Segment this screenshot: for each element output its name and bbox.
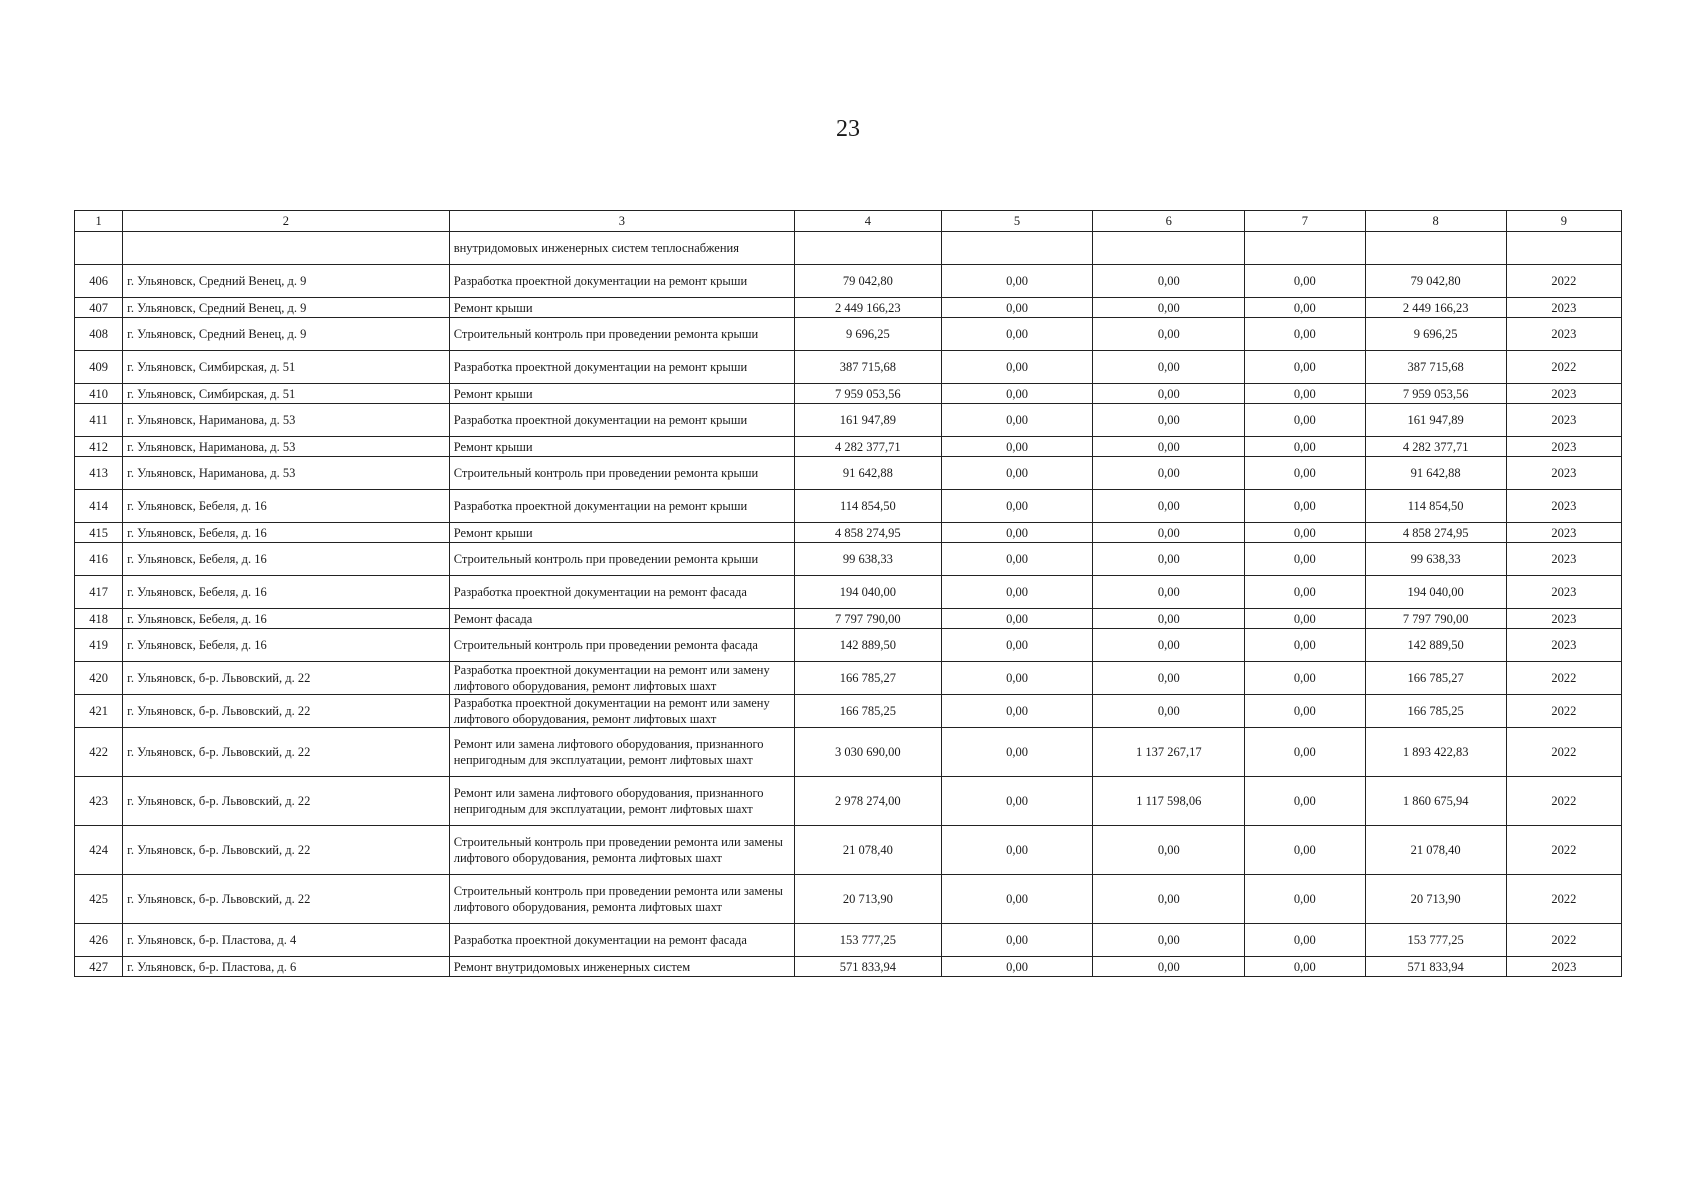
column-8-cell: 166 785,25 xyxy=(1365,695,1506,728)
year-cell: 2023 xyxy=(1506,609,1621,629)
column-5-cell: 0,00 xyxy=(941,728,1093,777)
column-5-cell: 0,00 xyxy=(941,543,1093,576)
column-5-cell: 0,00 xyxy=(941,490,1093,523)
column-5-cell: 0,00 xyxy=(941,826,1093,875)
column-8-cell: 21 078,40 xyxy=(1365,826,1506,875)
address-cell: г. Ульяновск, б-р. Львовский, д. 22 xyxy=(123,826,450,875)
column-5-cell: 0,00 xyxy=(941,609,1093,629)
column-8-cell: 99 638,33 xyxy=(1365,543,1506,576)
work-type-cell: Разработка проектной документации на ремонт крыши xyxy=(449,490,794,523)
year-cell: 2022 xyxy=(1506,662,1621,695)
address-cell: г. Ульяновск, б-р. Львовский, д. 22 xyxy=(123,728,450,777)
year-cell: 2023 xyxy=(1506,318,1621,351)
address-cell: г. Ульяновск, Средний Венец, д. 9 xyxy=(123,265,450,298)
table-row xyxy=(75,728,1622,777)
column-6-cell: 0,00 xyxy=(1093,490,1245,523)
column-header: 3 xyxy=(449,211,794,232)
column-5-cell: 0,00 xyxy=(941,875,1093,924)
column-header: 2 xyxy=(123,211,450,232)
column-8-cell: 4 858 274,95 xyxy=(1365,523,1506,543)
row-number: 409 xyxy=(75,351,123,384)
address-cell: г. Ульяновск, Бебеля, д. 16 xyxy=(123,576,450,609)
table-row xyxy=(75,957,1622,977)
year-cell: 2023 xyxy=(1506,523,1621,543)
year-cell: 2022 xyxy=(1506,924,1621,957)
address-cell: г. Ульяновск, б-р. Львовский, д. 22 xyxy=(123,777,450,826)
work-type-cell: Строительный контроль при проведении ремонта или замены лифтового оборудования, ремонта лифтовых шахт xyxy=(449,826,794,875)
work-type-cell: Ремонт крыши xyxy=(449,384,794,404)
total-cost-cell: 4 858 274,95 xyxy=(795,523,942,543)
column-header: 5 xyxy=(941,211,1093,232)
column-6-cell: 0,00 xyxy=(1093,875,1245,924)
table-row xyxy=(75,609,1622,629)
column-5-cell: 0,00 xyxy=(941,384,1093,404)
column-7-cell: 0,00 xyxy=(1245,576,1365,609)
column-8-cell: 153 777,25 xyxy=(1365,924,1506,957)
year-cell: 2023 xyxy=(1506,576,1621,609)
column-5-cell: 0,00 xyxy=(941,318,1093,351)
address-cell: г. Ульяновск, Средний Венец, д. 9 xyxy=(123,298,450,318)
year-cell: 2023 xyxy=(1506,543,1621,576)
row-number: 422 xyxy=(75,728,123,777)
work-type-cell: Ремонт крыши xyxy=(449,523,794,543)
table-row xyxy=(75,777,1622,826)
year-cell: 2022 xyxy=(1506,826,1621,875)
column-7-cell: 0,00 xyxy=(1245,957,1365,977)
table-row xyxy=(75,826,1622,875)
row-number: 416 xyxy=(75,543,123,576)
total-cost-cell: 9 696,25 xyxy=(795,318,942,351)
work-type-cell: Ремонт крыши xyxy=(449,437,794,457)
column-8-cell: 4 282 377,71 xyxy=(1365,437,1506,457)
column-7-cell: 0,00 xyxy=(1245,777,1365,826)
column-header: 4 xyxy=(795,211,942,232)
continuation-row xyxy=(75,232,1622,265)
work-type-cell: Ремонт или замена лифтового оборудования, признанного непригодным для эксплуатации, ремонт лифтовых шахт xyxy=(449,777,794,826)
work-type-cell: Строительный контроль при проведении ремонта или замены лифтового оборудования, ремонта лифтовых шахт xyxy=(449,875,794,924)
row-number: 418 xyxy=(75,609,123,629)
work-type-cell: Ремонт крыши xyxy=(449,298,794,318)
column-6-cell: 0,00 xyxy=(1093,298,1245,318)
column-7-cell: 0,00 xyxy=(1245,457,1365,490)
column-7-cell: 0,00 xyxy=(1245,523,1365,543)
row-number: 411 xyxy=(75,404,123,437)
address-cell: г. Ульяновск, б-р. Львовский, д. 22 xyxy=(123,875,450,924)
total-cost-cell: 166 785,27 xyxy=(795,662,942,695)
column-5-cell: 0,00 xyxy=(941,777,1093,826)
column-8-cell: 142 889,50 xyxy=(1365,629,1506,662)
column-8-cell: 1 893 422,83 xyxy=(1365,728,1506,777)
table-row xyxy=(75,490,1622,523)
column-7-cell: 0,00 xyxy=(1245,629,1365,662)
column-8-cell: 1 860 675,94 xyxy=(1365,777,1506,826)
column-5-cell: 0,00 xyxy=(941,957,1093,977)
column-header: 1 xyxy=(75,211,123,232)
column-7-cell: 0,00 xyxy=(1245,543,1365,576)
year-cell: 2023 xyxy=(1506,957,1621,977)
column-6-cell: 0,00 xyxy=(1093,318,1245,351)
column-6-cell: 0,00 xyxy=(1093,437,1245,457)
column-5-cell: 0,00 xyxy=(941,404,1093,437)
table-row xyxy=(75,298,1622,318)
row-number: 427 xyxy=(75,957,123,977)
column-header: 6 xyxy=(1093,211,1245,232)
row-number: 413 xyxy=(75,457,123,490)
column-7-cell: 0,00 xyxy=(1245,437,1365,457)
total-cost-cell: 153 777,25 xyxy=(795,924,942,957)
column-6-cell: 0,00 xyxy=(1093,543,1245,576)
column-5-cell: 0,00 xyxy=(941,924,1093,957)
table-row xyxy=(75,924,1622,957)
column-7-cell: 0,00 xyxy=(1245,404,1365,437)
column-5-cell: 0,00 xyxy=(941,662,1093,695)
total-cost-cell: 7 797 790,00 xyxy=(795,609,942,629)
total-cost-cell: 161 947,89 xyxy=(795,404,942,437)
year-cell: 2022 xyxy=(1506,728,1621,777)
column-6-cell: 0,00 xyxy=(1093,826,1245,875)
column-7-cell: 0,00 xyxy=(1245,875,1365,924)
table-row xyxy=(75,318,1622,351)
work-type-cell: Строительный контроль при проведении ремонта крыши xyxy=(449,457,794,490)
year-cell: 2022 xyxy=(1506,265,1621,298)
column-5-cell: 0,00 xyxy=(941,695,1093,728)
column-5-cell: 0,00 xyxy=(941,629,1093,662)
column-6-cell: 0,00 xyxy=(1093,404,1245,437)
table-row xyxy=(75,404,1622,437)
work-type-cell: Строительный контроль при проведении ремонта крыши xyxy=(449,543,794,576)
column-header: 8 xyxy=(1365,211,1506,232)
address-cell: г. Ульяновск, Бебеля, д. 16 xyxy=(123,629,450,662)
column-8-cell: 387 715,68 xyxy=(1365,351,1506,384)
year-cell: 2023 xyxy=(1506,437,1621,457)
address-cell: г. Ульяновск, Бебеля, д. 16 xyxy=(123,609,450,629)
column-6-cell: 0,00 xyxy=(1093,629,1245,662)
row-number: 408 xyxy=(75,318,123,351)
table-row xyxy=(75,576,1622,609)
work-type-cell: Разработка проектной документации на ремонт крыши xyxy=(449,351,794,384)
total-cost-cell: 4 282 377,71 xyxy=(795,437,942,457)
total-cost-cell: 142 889,50 xyxy=(795,629,942,662)
row-number: 410 xyxy=(75,384,123,404)
column-5-cell: 0,00 xyxy=(941,457,1093,490)
year-cell: 2022 xyxy=(1506,875,1621,924)
column-6-cell: 0,00 xyxy=(1093,384,1245,404)
year-cell: 2023 xyxy=(1506,490,1621,523)
row-number: 423 xyxy=(75,777,123,826)
column-5-cell: 0,00 xyxy=(941,351,1093,384)
year-cell: 2023 xyxy=(1506,384,1621,404)
column-6-cell: 1 117 598,06 xyxy=(1093,777,1245,826)
row-number: 426 xyxy=(75,924,123,957)
work-type-cell: Разработка проектной документации на ремонт крыши xyxy=(449,404,794,437)
column-5-cell: 0,00 xyxy=(941,523,1093,543)
column-number-row xyxy=(75,211,1622,232)
year-cell: 2022 xyxy=(1506,351,1621,384)
year-cell: 2022 xyxy=(1506,777,1621,826)
column-6-cell: 0,00 xyxy=(1093,523,1245,543)
work-type-cell: Разработка проектной документации на ремонт крыши xyxy=(449,265,794,298)
year-cell: 2023 xyxy=(1506,298,1621,318)
column-5-cell: 0,00 xyxy=(941,437,1093,457)
column-7-cell: 0,00 xyxy=(1245,384,1365,404)
row-number: 424 xyxy=(75,826,123,875)
total-cost-cell: 3 030 690,00 xyxy=(795,728,942,777)
column-6-cell: 0,00 xyxy=(1093,924,1245,957)
address-cell: г. Ульяновск, б-р. Пластова, д. 6 xyxy=(123,957,450,977)
column-7-cell: 0,00 xyxy=(1245,924,1365,957)
row-number: 425 xyxy=(75,875,123,924)
total-cost-cell: 21 078,40 xyxy=(795,826,942,875)
table-row xyxy=(75,662,1622,695)
column-7-cell: 0,00 xyxy=(1245,609,1365,629)
year-cell: 2023 xyxy=(1506,457,1621,490)
column-8-cell: 20 713,90 xyxy=(1365,875,1506,924)
column-6-cell: 0,00 xyxy=(1093,609,1245,629)
row-number: 414 xyxy=(75,490,123,523)
column-6-cell: 0,00 xyxy=(1093,576,1245,609)
table-row xyxy=(75,523,1622,543)
column-8-cell: 114 854,50 xyxy=(1365,490,1506,523)
continuation-text: внутридомовых инженерных систем теплоснабжения xyxy=(449,232,794,265)
table-row xyxy=(75,437,1622,457)
column-6-cell: 0,00 xyxy=(1093,351,1245,384)
address-cell: г. Ульяновск, Нариманова, д. 53 xyxy=(123,457,450,490)
column-header: 9 xyxy=(1506,211,1621,232)
address-cell: г. Ульяновск, Нариманова, д. 53 xyxy=(123,437,450,457)
table-row xyxy=(75,695,1622,728)
column-7-cell: 0,00 xyxy=(1245,490,1365,523)
column-6-cell: 0,00 xyxy=(1093,457,1245,490)
table-row xyxy=(75,265,1622,298)
work-type-cell: Разработка проектной документации на ремонт фасада xyxy=(449,924,794,957)
column-7-cell: 0,00 xyxy=(1245,318,1365,351)
column-7-cell: 0,00 xyxy=(1245,351,1365,384)
total-cost-cell: 20 713,90 xyxy=(795,875,942,924)
column-7-cell: 0,00 xyxy=(1245,826,1365,875)
column-7-cell: 0,00 xyxy=(1245,265,1365,298)
address-cell: г. Ульяновск, б-р. Пластова, д. 4 xyxy=(123,924,450,957)
address-cell: г. Ульяновск, б-р. Львовский, д. 22 xyxy=(123,695,450,728)
column-5-cell: 0,00 xyxy=(941,298,1093,318)
total-cost-cell: 91 642,88 xyxy=(795,457,942,490)
column-6-cell: 1 137 267,17 xyxy=(1093,728,1245,777)
works-table xyxy=(74,210,1622,977)
table-row xyxy=(75,875,1622,924)
work-type-cell: Ремонт или замена лифтового оборудования, признанного непригодным для эксплуатации, ремонт лифтовых шахт xyxy=(449,728,794,777)
row-number: 421 xyxy=(75,695,123,728)
table-row xyxy=(75,457,1622,490)
total-cost-cell: 79 042,80 xyxy=(795,265,942,298)
column-6-cell: 0,00 xyxy=(1093,957,1245,977)
row-number: 417 xyxy=(75,576,123,609)
work-type-cell: Ремонт внутридомовых инженерных систем xyxy=(449,957,794,977)
table-row xyxy=(75,351,1622,384)
work-type-cell: Строительный контроль при проведении ремонта крыши xyxy=(449,318,794,351)
column-5-cell: 0,00 xyxy=(941,576,1093,609)
column-8-cell: 161 947,89 xyxy=(1365,404,1506,437)
work-type-cell: Ремонт фасада xyxy=(449,609,794,629)
total-cost-cell: 7 959 053,56 xyxy=(795,384,942,404)
address-cell: г. Ульяновск, Средний Венец, д. 9 xyxy=(123,318,450,351)
column-7-cell: 0,00 xyxy=(1245,728,1365,777)
work-type-cell: Строительный контроль при проведении ремонта фасада xyxy=(449,629,794,662)
year-cell: 2022 xyxy=(1506,695,1621,728)
year-cell: 2023 xyxy=(1506,629,1621,662)
work-type-cell: Разработка проектной документации на ремонт или замену лифтового оборудования, ремонт лифтовых шахт xyxy=(449,695,794,728)
column-8-cell: 194 040,00 xyxy=(1365,576,1506,609)
column-6-cell: 0,00 xyxy=(1093,662,1245,695)
address-cell: г. Ульяновск, Бебеля, д. 16 xyxy=(123,523,450,543)
table-row xyxy=(75,629,1622,662)
address-cell: г. Ульяновск, Симбирская, д. 51 xyxy=(123,384,450,404)
column-8-cell: 9 696,25 xyxy=(1365,318,1506,351)
address-cell: г. Ульяновск, Симбирская, д. 51 xyxy=(123,351,450,384)
address-cell: г. Ульяновск, Бебеля, д. 16 xyxy=(123,543,450,576)
page-number: 23 xyxy=(836,116,860,142)
total-cost-cell: 99 638,33 xyxy=(795,543,942,576)
column-7-cell: 0,00 xyxy=(1245,695,1365,728)
total-cost-cell: 387 715,68 xyxy=(795,351,942,384)
row-number: 420 xyxy=(75,662,123,695)
total-cost-cell: 194 040,00 xyxy=(795,576,942,609)
row-number: 406 xyxy=(75,265,123,298)
address-cell: г. Ульяновск, Нариманова, д. 53 xyxy=(123,404,450,437)
work-type-cell: Разработка проектной документации на ремонт фасада xyxy=(449,576,794,609)
total-cost-cell: 571 833,94 xyxy=(795,957,942,977)
column-header: 7 xyxy=(1245,211,1365,232)
column-7-cell: 0,00 xyxy=(1245,662,1365,695)
column-8-cell: 79 042,80 xyxy=(1365,265,1506,298)
table-row xyxy=(75,384,1622,404)
column-8-cell: 91 642,88 xyxy=(1365,457,1506,490)
total-cost-cell: 2 978 274,00 xyxy=(795,777,942,826)
column-8-cell: 7 959 053,56 xyxy=(1365,384,1506,404)
column-8-cell: 571 833,94 xyxy=(1365,957,1506,977)
total-cost-cell: 166 785,25 xyxy=(795,695,942,728)
column-6-cell: 0,00 xyxy=(1093,695,1245,728)
column-8-cell: 2 449 166,23 xyxy=(1365,298,1506,318)
column-7-cell: 0,00 xyxy=(1245,298,1365,318)
address-cell: г. Ульяновск, Бебеля, д. 16 xyxy=(123,490,450,523)
column-8-cell: 7 797 790,00 xyxy=(1365,609,1506,629)
table-row xyxy=(75,543,1622,576)
row-number: 412 xyxy=(75,437,123,457)
year-cell: 2023 xyxy=(1506,404,1621,437)
column-8-cell: 166 785,27 xyxy=(1365,662,1506,695)
work-type-cell: Разработка проектной документации на ремонт или замену лифтового оборудования, ремонт лифтовых шахт xyxy=(449,662,794,695)
row-number: 419 xyxy=(75,629,123,662)
row-number: 415 xyxy=(75,523,123,543)
row-number: 407 xyxy=(75,298,123,318)
total-cost-cell: 114 854,50 xyxy=(795,490,942,523)
column-6-cell: 0,00 xyxy=(1093,265,1245,298)
column-5-cell: 0,00 xyxy=(941,265,1093,298)
address-cell: г. Ульяновск, б-р. Львовский, д. 22 xyxy=(123,662,450,695)
total-cost-cell: 2 449 166,23 xyxy=(795,298,942,318)
